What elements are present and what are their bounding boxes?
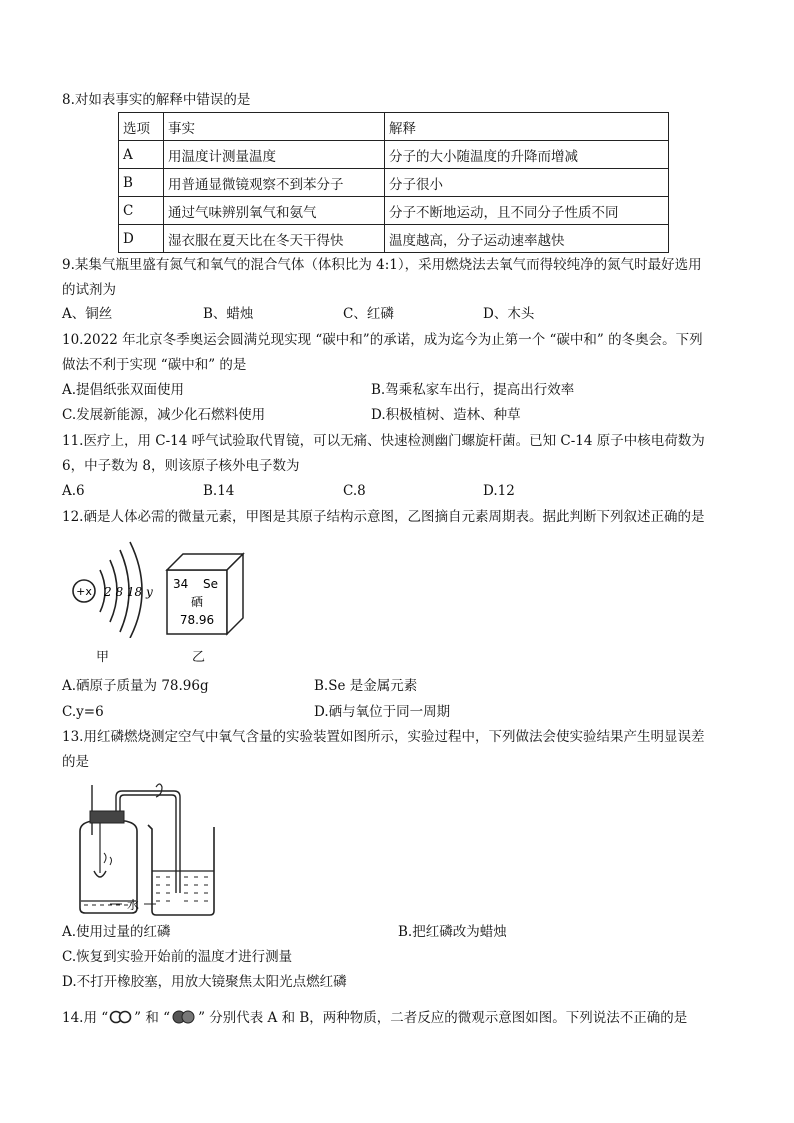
table-row [119, 169, 669, 197]
q12-option-a: A.硒原子质量为 78.96g [62, 678, 209, 694]
q13-option-b: B.把红磷改为蜡烛 [398, 924, 507, 940]
q10-option-a: A.提倡纸张双面使用 [62, 382, 185, 398]
water-label: 水 [126, 898, 140, 912]
q14-stem-part3: ” 分别代表 A 和 B，两种物质，二者反应的微观示意图如图。下列说法不正确的是 [198, 1010, 688, 1026]
q13-stem-line2: 的是 [62, 754, 89, 770]
q10-stem-line1: 10.2022 年北京冬季奥运会圆满兑现实现 “碳中和”的承诺，成为迄今为止第一个 “碳中和” 的冬奥会。下列 [62, 332, 703, 348]
q12-option-c: C.y=6 [62, 704, 104, 720]
q9-option-c: C、红磷 [343, 306, 394, 322]
q12-option-b: B.Se 是金属元素 [314, 678, 418, 694]
q9-option-b: B、蜡烛 [203, 306, 254, 322]
table-cell: 分子的大小随温度的升降而增减 [385, 141, 669, 169]
q13-option-a: A.使用过量的红磷 [62, 924, 171, 940]
table-row [119, 197, 669, 225]
element-name: 硒 [190, 595, 204, 609]
table-cell: B [119, 169, 164, 197]
q11-option-d: D.12 [483, 483, 515, 499]
q10-stem-line2: 做法不利于实现 “碳中和” 的是 [62, 357, 247, 373]
q8-table [118, 112, 669, 253]
q14-stem-part2: ” 和 “ [134, 1010, 171, 1026]
q10-option-c: C.发展新能源，减少化石燃料使用 [62, 407, 266, 423]
table-cell: C [119, 197, 164, 225]
table-header-row [119, 113, 669, 141]
table-row [119, 225, 669, 253]
table-header: 事实 [164, 113, 385, 141]
table-cell: 用温度计测量温度 [164, 141, 385, 169]
q14-stem [62, 1009, 687, 1027]
table-cell: 通过气味辨别氧气和氨气 [164, 197, 385, 225]
element-symbol: Se [203, 577, 218, 591]
table-cell: A [119, 141, 164, 169]
molecule-b-icon [170, 1010, 198, 1024]
table-header: 解释 [385, 113, 669, 141]
q12-stem: 12.硒是人体必需的微量元素，甲图是其原子结构示意图，乙图摘自元素周期表。据此判断下列叙述正确的是 [62, 509, 705, 525]
element-mass: 78.96 [179, 613, 215, 627]
q13-option-d: D.不打开橡胶塞，用放大镜聚焦太阳光点燃红磷 [62, 974, 347, 990]
q11-option-c: C.8 [343, 483, 366, 499]
atom-nucleus-label: +x [76, 585, 92, 598]
figure-label-yi: 乙 [192, 650, 206, 665]
element-number: 34 [173, 577, 189, 591]
q14-stem-part1: 14.用 “ [62, 1010, 109, 1026]
q12-option-d: D.硒与氧位于同一周期 [314, 704, 451, 720]
q11-option-b: B.14 [203, 483, 235, 499]
table-cell: D [119, 225, 164, 253]
table-cell: 分子不断地运动，且不同分子性质不同 [385, 197, 669, 225]
table-cell: 湿衣服在夏天比在冬天干得快 [164, 225, 385, 253]
table-cell: 用普通显微镜观察不到苯分子 [164, 169, 385, 197]
q8-stem: 8.对如表事实的解释中错误的是 [62, 92, 251, 108]
q11-option-a: A.6 [62, 483, 85, 499]
q13-stem-line1: 13.用红磷燃烧测定空气中氧气含量的实验装置如图所示，实验过程中，下列做法会使实验结果产生明显误差 [62, 729, 705, 745]
molecule-a-icon [108, 1010, 134, 1024]
atom-shells-label: 2 8 18 y [104, 585, 153, 599]
table-row [119, 141, 669, 169]
q11-stem-line1: 11.医疗上，用 C-14 呼气试验取代胃镜，可以无痛、快速检测幽门螺旋杆菌。已知 C-14 原子中核电荷数为 [62, 433, 705, 449]
q9-stem-line2: 的试剂为 [62, 282, 116, 298]
q9-option-a: A、铜丝 [62, 306, 113, 322]
table-cell: 分子很小 [385, 169, 669, 197]
q10-option-d: D.积极植树、造林、种草 [371, 407, 521, 423]
table-header: 选项 [119, 113, 164, 141]
q11-stem-line2: 6，中子数为 8，则该原子核外电子数为 [62, 458, 300, 474]
figure-label-jia: 甲 [96, 650, 110, 665]
q9-stem-line1: 9.某集气瓶里盛有氮气和氧气的混合气体（体积比为 4:1），采用燃烧法去氧气而得较纯净的氮气时最好选用 [62, 257, 702, 273]
q13-option-c: C.恢复到实验开始前的温度才进行测量 [62, 949, 293, 965]
periodic-table-cell [165, 552, 245, 637]
table-cell: 温度越高，分子运动速率越快 [385, 225, 669, 253]
q10-option-b: B.驾乘私家车出行，提高出行效率 [371, 382, 575, 398]
q9-option-d: D、木头 [483, 306, 535, 322]
apparatus-diagram [70, 783, 230, 918]
atom-structure-diagram [62, 538, 162, 638]
